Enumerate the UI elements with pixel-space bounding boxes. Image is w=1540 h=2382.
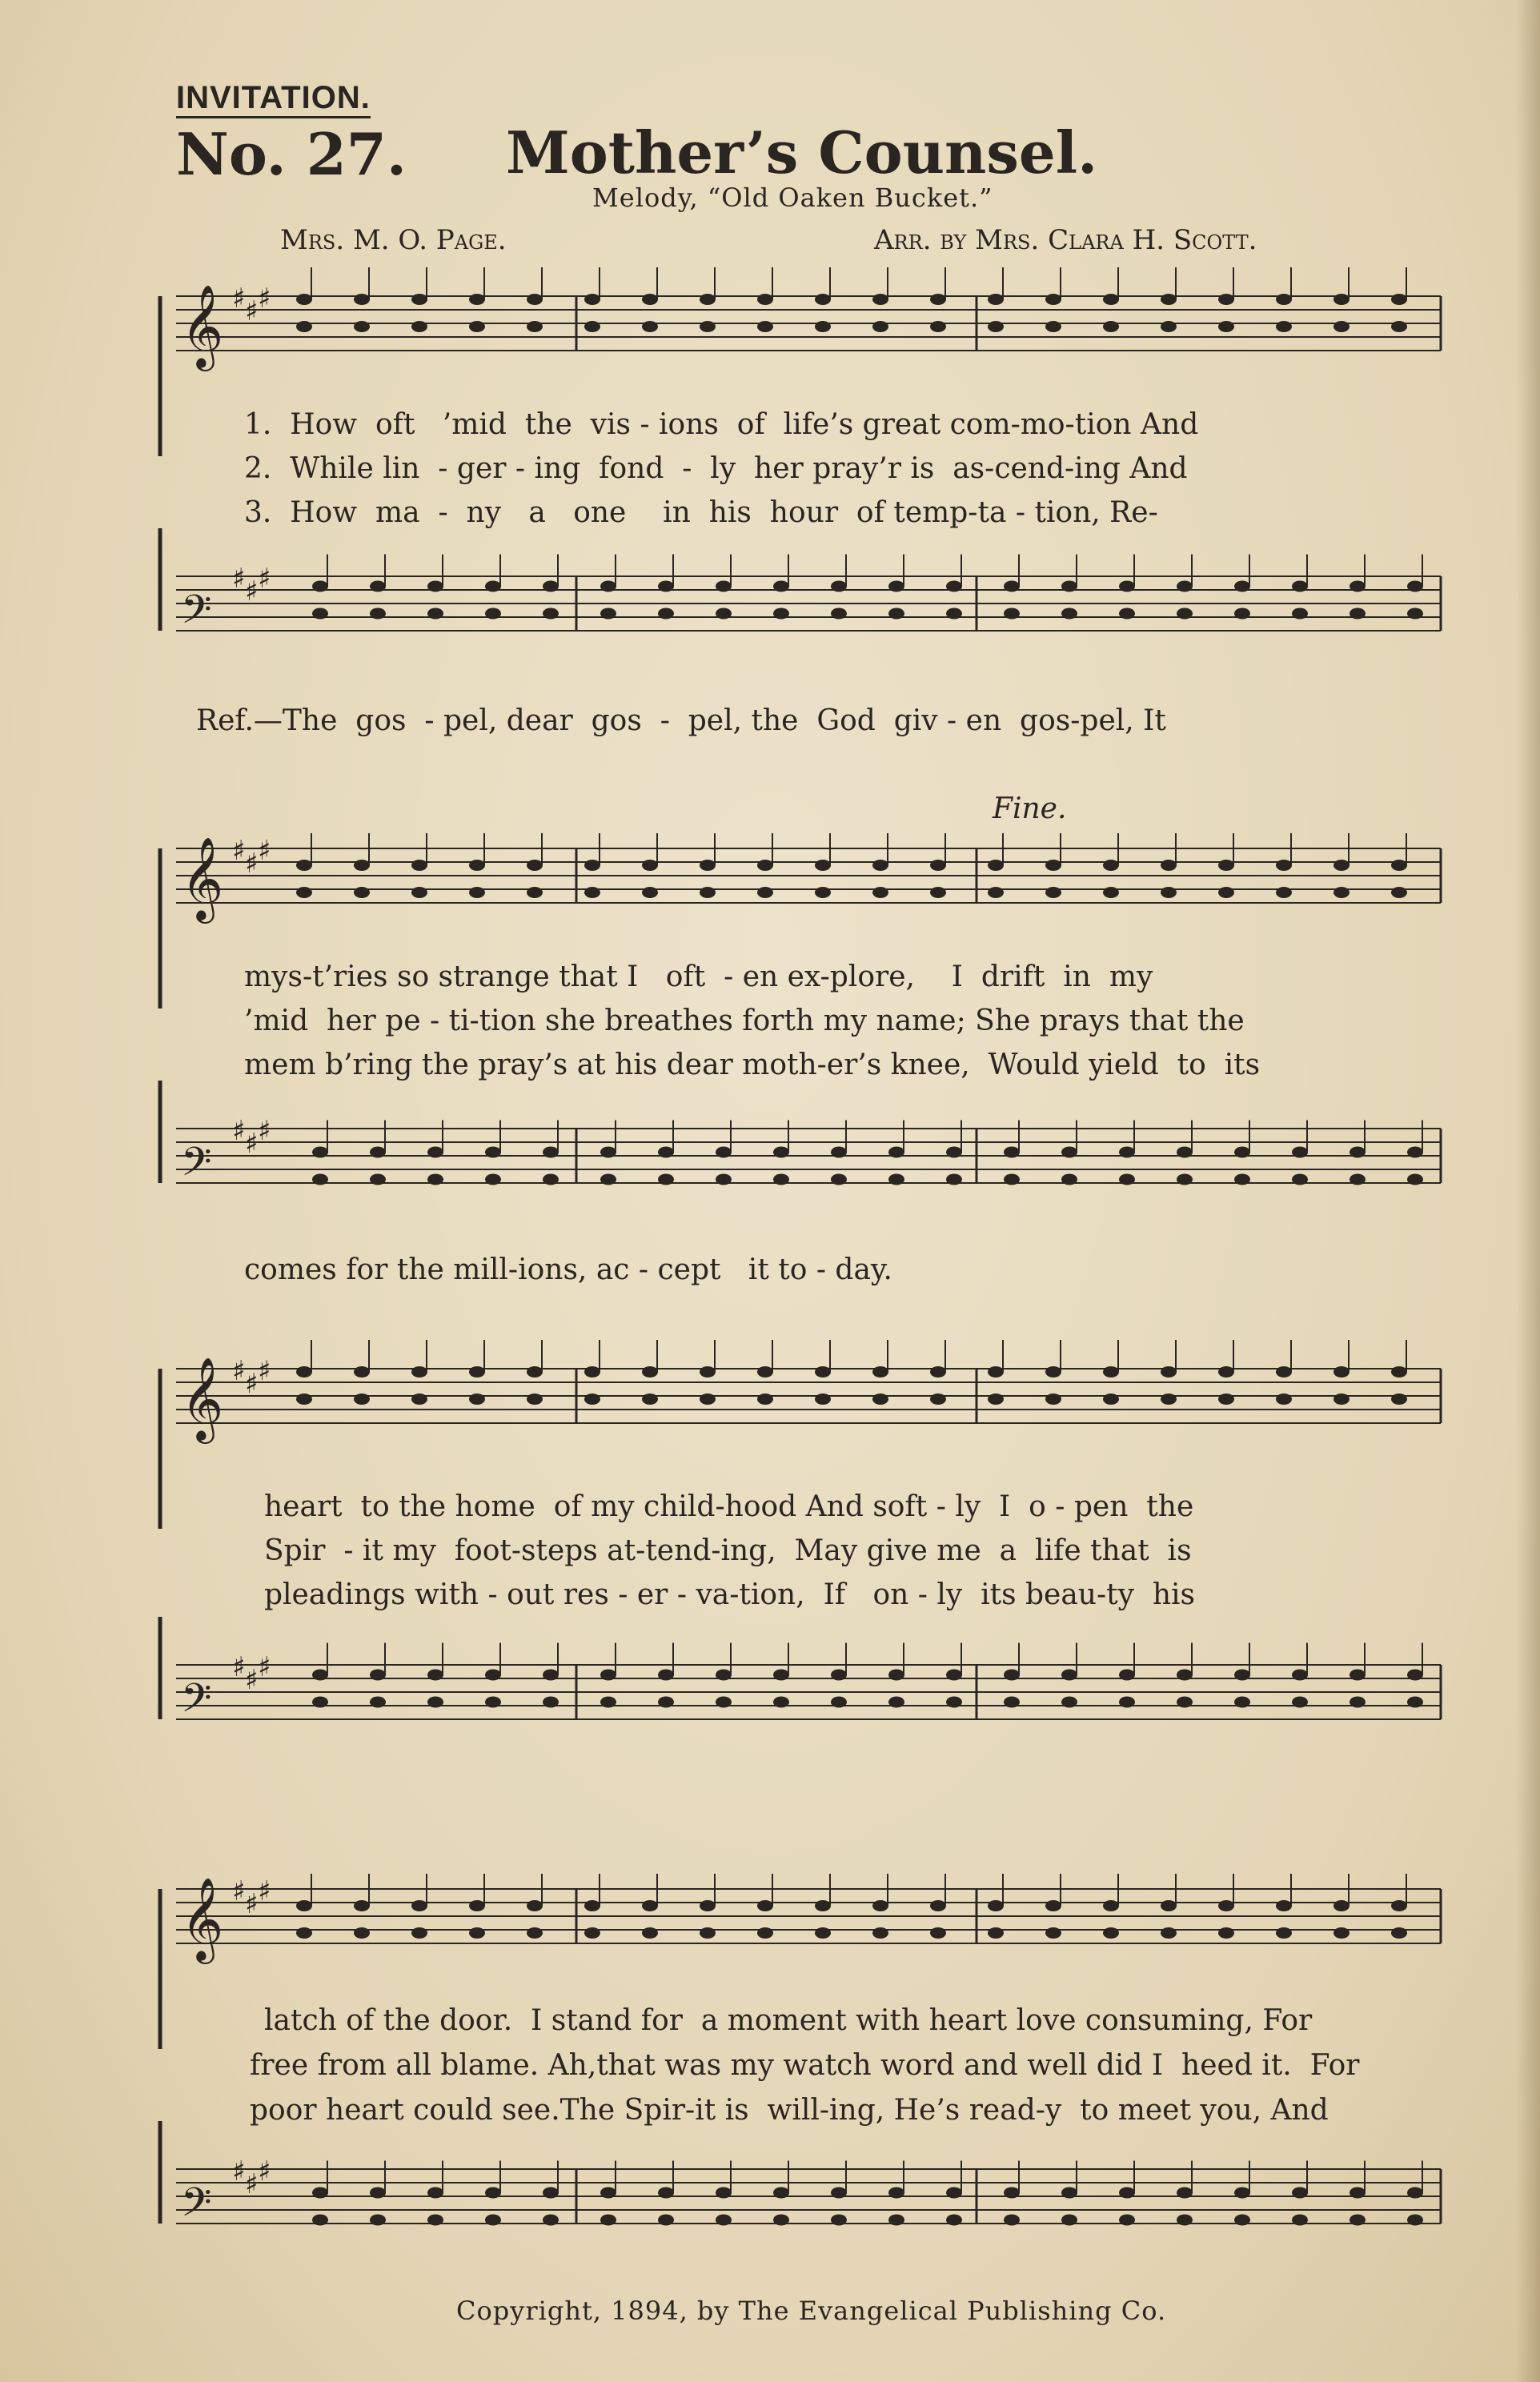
svg-text:♯: ♯ bbox=[245, 1664, 259, 1696]
svg-text:♯: ♯ bbox=[258, 1651, 271, 1683]
lyric-line: mem b’ring the pray’s at his dear moth-er’s knee, Would yield to its bbox=[244, 1049, 1261, 1081]
page-edge-shadow bbox=[1516, 0, 1540, 2382]
lyric-line: pleadings with - out res - er - va-tion, If on - ly its beau-ty his bbox=[264, 1578, 1196, 1611]
section-heading: INVITATION. bbox=[176, 80, 371, 118]
svg-text:𝄢: 𝄢 bbox=[181, 1675, 212, 1731]
svg-text:♯: ♯ bbox=[245, 1888, 259, 1920]
svg-text:𝄞: 𝄞 bbox=[181, 1357, 224, 1441]
svg-text:♯: ♯ bbox=[232, 1651, 246, 1683]
copyright-notice: Copyright, 1894, by The Evangelical Publishing Co. bbox=[456, 2296, 1167, 2326]
lyric-line: ’mid her pe - ti-tion she breathes forth my name; She prays that the bbox=[244, 1005, 1245, 1037]
svg-text:♯: ♯ bbox=[258, 835, 271, 867]
svg-text:𝄢: 𝄢 bbox=[181, 587, 212, 643]
svg-text:♯: ♯ bbox=[258, 1355, 271, 1387]
svg-text:𝄞: 𝄞 bbox=[181, 284, 224, 368]
svg-text:♯: ♯ bbox=[232, 835, 246, 867]
svg-text:♯: ♯ bbox=[258, 1115, 271, 1147]
svg-text:♯: ♯ bbox=[245, 1128, 259, 1160]
svg-text:♯: ♯ bbox=[258, 563, 271, 595]
svg-text:♯: ♯ bbox=[245, 848, 259, 880]
lyric-line: free from all blame. Ah,that was my watch word and well did I heed it. For bbox=[250, 2049, 1360, 2082]
svg-text:♯: ♯ bbox=[232, 563, 246, 595]
bass-staff bbox=[160, 560, 1441, 688]
svg-text:♯: ♯ bbox=[258, 283, 271, 315]
svg-text:♯: ♯ bbox=[245, 295, 259, 327]
lyric-line: 1. How oft ’mid the vis - ions of life’s great com-mo-tion And bbox=[244, 408, 1199, 441]
author-credit: Mrs. M. O. Page. bbox=[280, 224, 507, 256]
lyric-line: latch of the door. I stand for a moment with heart love consuming, For bbox=[264, 2004, 1313, 2037]
svg-text:𝄢: 𝄢 bbox=[181, 2179, 212, 2236]
lyric-line: 3. How ma - ny a one in his hour of temp-ta - tion, Re- bbox=[244, 496, 1158, 529]
refrain-line: Ref.—The gos - pel, dear gos - pel, the God giv - en gos-pel, It bbox=[196, 704, 1166, 737]
bass-staff bbox=[160, 1113, 1441, 1241]
svg-text:♯: ♯ bbox=[232, 1355, 246, 1387]
svg-text:𝄞: 𝄞 bbox=[181, 836, 224, 920]
lyric-line: 2. While lin - ger - ing fond - ly her pray’r is as-cend-ing And bbox=[244, 452, 1188, 485]
fine-marking: Fine. bbox=[993, 792, 1067, 825]
lyric-line: heart to the home of my child-hood And soft - ly I o - pen the bbox=[264, 1490, 1194, 1523]
bass-staff bbox=[160, 1649, 1441, 1777]
lyric-line: Spir - it my foot-steps at-tend-ing, May give me a life that is bbox=[264, 1534, 1192, 1567]
treble-staff bbox=[160, 1873, 1441, 2001]
svg-text:♯: ♯ bbox=[245, 575, 259, 608]
svg-text:♯: ♯ bbox=[258, 1875, 271, 1907]
treble-staff bbox=[160, 280, 1441, 408]
svg-text:𝄞: 𝄞 bbox=[181, 1877, 224, 1961]
hymn-title: Mother’s Counsel. bbox=[506, 118, 1098, 186]
svg-text:♯: ♯ bbox=[232, 1115, 246, 1147]
svg-text:♯: ♯ bbox=[258, 2155, 271, 2188]
lyric-line: mys-t’ries so strange that I oft - en ex-plore, I drift in my bbox=[244, 960, 1153, 993]
treble-staff bbox=[160, 1353, 1441, 1481]
arranger-credit: Arr. by Mrs. Clara H. Scott. bbox=[874, 224, 1257, 256]
lyric-line: poor heart could see.The Spir-it is will-ing, He’s read-y to meet you, And bbox=[250, 2094, 1329, 2127]
svg-text:𝄢: 𝄢 bbox=[181, 1139, 212, 1195]
bass-staff bbox=[160, 2153, 1441, 2281]
svg-text:♯: ♯ bbox=[232, 2155, 246, 2188]
hymn-number: No. 27. bbox=[176, 120, 407, 188]
svg-text:♯: ♯ bbox=[232, 283, 246, 315]
treble-staff bbox=[160, 832, 1441, 960]
melody-credit: Melody, “Old Oaken Bucket.” bbox=[592, 182, 993, 213]
refrain-line: comes for the mill-ions, ac - cept it to - day. bbox=[244, 1253, 892, 1286]
svg-text:♯: ♯ bbox=[245, 1368, 259, 1400]
svg-text:♯: ♯ bbox=[232, 1875, 246, 1907]
svg-text:♯: ♯ bbox=[245, 2168, 259, 2200]
